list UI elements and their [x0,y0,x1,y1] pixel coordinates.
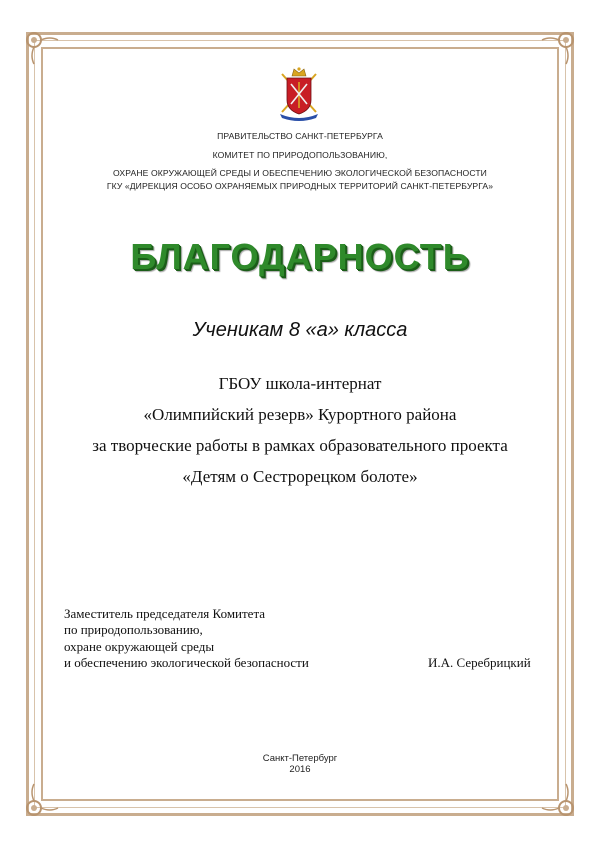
body-line-project: «Детям о Сестрорецком болоте» [182,467,418,486]
body-line-school-name: «Олимпийский резерв» Курортного района [143,405,457,424]
signatory-name: И.А. Серебрицкий [428,655,531,670]
certificate-title: БЛАГОДАРНОСТЬ [130,236,470,277]
corner-ornament-icon [538,780,578,820]
header-line-government: ПРАВИТЕЛЬСТВО САНКТ-ПЕТЕРБУРГА [217,131,383,141]
corner-ornament-icon [22,28,62,68]
footer-year: 2016 [289,764,311,775]
header-line-committee: КОМИТЕТ ПО ПРИРОДОПОЛЬЗОВАНИЮ, [212,150,388,160]
signatory-title-line-4: и обеспечению экологической безопасности [64,655,309,670]
body-line-reason: за творческие работы в рамках образовательного проекта [92,436,508,455]
saint-petersburg-coat-of-arms-icon [276,66,322,122]
corner-ornament-icon [538,28,578,68]
header-line-directorate: ГКУ «ДИРЕКЦИЯ ОСОБО ОХРАНЯЕМЫХ ПРИРОДНЫХ ТЕРРИТОРИЙ САНКТ-ПЕТЕРБУРГА» [106,181,494,191]
corner-ornament-icon [22,780,62,820]
signatory-title-line-1: Заместитель председателя Комитета [64,606,266,621]
signatory-title-line-2: по природопользованию, [64,622,203,637]
signatory-title-line-3: охране окружающей среды [64,639,215,654]
header-line-committee-scope: ОХРАНЕ ОКРУЖАЮЩЕЙ СРЕДЫ И ОБЕСПЕЧЕНИЮ ЭКОЛОГИЧЕСКОЙ БЕЗОПАСНОСТИ [113,168,487,178]
footer-city: Санкт-Петербург [262,753,338,764]
recipient: Ученикам 8 «а» класса [192,319,408,341]
body-line-school: ГБОУ школа-интернат [218,374,382,393]
